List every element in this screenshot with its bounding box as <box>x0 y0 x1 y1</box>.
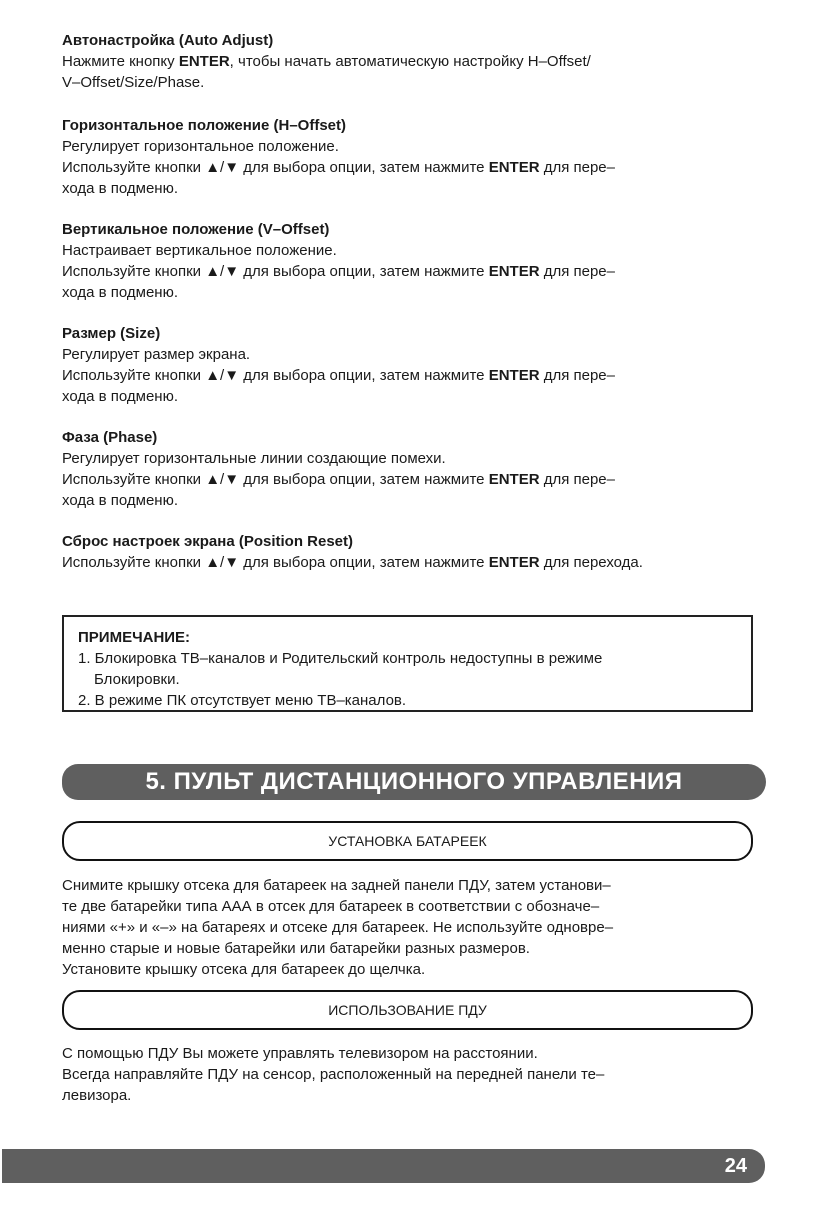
text-line: те две батарейки типа ААА в отсек для батареек в соответствии с обозначе– <box>62 898 600 915</box>
settings-section <box>62 219 753 303</box>
settings-section <box>62 115 753 199</box>
text-line: левизора. <box>62 1087 132 1104</box>
text-line <box>62 136 753 157</box>
text-line: менно старые и новые батарейки или батарейки разных размеров. <box>62 940 530 957</box>
text-span: для пере– <box>539 263 615 280</box>
battery-paragraph <box>62 875 753 980</box>
usage-subheading: ИСПОЛЬЗОВАНИЕ ПДУ <box>62 990 753 1030</box>
text-span: для пере– <box>539 367 615 384</box>
text-line <box>62 157 753 178</box>
key-name: ENTER <box>178 53 230 70</box>
section-heading: Вертикальное положение (V–Offset) <box>62 221 330 238</box>
text-span: Используйте кнопки ▲/▼ для выбора опции, затем нажмите <box>62 471 489 488</box>
text-span: хода в подменю. <box>62 284 178 301</box>
text-line <box>62 386 753 407</box>
settings-section <box>62 427 753 511</box>
text-span: хода в подменю. <box>62 180 178 197</box>
usage-paragraph <box>62 1043 753 1106</box>
text-line: С помощью ПДУ Вы можете управлять телевизором на расстоянии. <box>62 1045 538 1062</box>
text-line: Снимите крышку отсека для батареек на задней панели ПДУ, затем установи– <box>62 877 611 894</box>
text-span: V–Offset/Size/Phase. <box>62 74 205 91</box>
text-span: , чтобы начать автоматическую настройку H–Offset/ <box>229 53 591 70</box>
text-line <box>62 261 753 282</box>
text-line <box>62 365 753 386</box>
key-name: ENTER <box>488 159 540 176</box>
text-line <box>62 469 753 490</box>
chapter-title: 5. ПУЛЬТ ДИСТАНЦИОННОГО УПРАВЛЕНИЯ <box>62 764 766 800</box>
text-line <box>62 552 753 573</box>
text-span: Используйте кнопки ▲/▼ для выбора опции, затем нажмите <box>62 263 489 280</box>
text-line <box>62 448 753 469</box>
text-line: Всегда направляйте ПДУ на сенсор, расположенный на передней панели те– <box>62 1066 605 1083</box>
battery-subheading: УСТАНОВКА БАТАРЕЕК <box>62 821 753 861</box>
settings-section <box>62 30 753 93</box>
note-box <box>62 615 753 712</box>
text-span: для пере– <box>539 159 615 176</box>
text-line <box>62 178 753 199</box>
note-title: ПРИМЕЧАНИЕ: <box>78 629 191 646</box>
text-line: Установите крышку отсека для батареек до щелчка. <box>62 961 426 978</box>
key-name: ENTER <box>488 263 540 280</box>
text-line <box>62 240 753 261</box>
text-line <box>62 51 753 72</box>
key-name: ENTER <box>488 471 540 488</box>
note-item-1-continued: Блокировки. <box>94 671 180 688</box>
section-heading: Сброс настроек экрана (Position Reset) <box>62 533 354 550</box>
section-heading: Размер (Size) <box>62 325 161 342</box>
text-span: Используйте кнопки ▲/▼ для выбора опции, затем нажмите <box>62 367 489 384</box>
text-line: ниями «+» и «–» на батареях и отсеке для батареек. Не используйте одновре– <box>62 919 614 936</box>
text-span: Используйте кнопки ▲/▼ для выбора опции, затем нажмите <box>62 159 489 176</box>
text-span: хода в подменю. <box>62 388 178 405</box>
settings-section <box>62 323 753 407</box>
text-span: Используйте кнопки ▲/▼ для выбора опции, затем нажмите <box>62 554 489 571</box>
note-item-1: 1. Блокировка ТВ–каналов и Родительский контроль недоступны в режиме <box>78 650 603 667</box>
section-heading: Фаза (Phase) <box>62 429 158 446</box>
text-span: для перехода. <box>539 554 643 571</box>
text-span: Настраивает вертикальное положение. <box>62 242 337 259</box>
settings-section <box>62 531 753 573</box>
text-line <box>62 282 753 303</box>
text-span: хода в подменю. <box>62 492 178 509</box>
page-number: 24 <box>724 1155 747 1177</box>
text-span: Регулирует горизонтальные линии создающие помехи. <box>62 450 446 467</box>
text-span: Регулирует горизонтальное положение. <box>62 138 339 155</box>
text-span: Нажмите кнопку <box>62 53 179 70</box>
text-line <box>62 344 753 365</box>
section-heading: Автонастройка (Auto Adjust) <box>62 32 274 49</box>
footer-bar <box>2 1149 765 1183</box>
section-heading: Горизонтальное положение (H–Offset) <box>62 117 346 134</box>
note-item-2: 2. В режиме ПК отсутствует меню ТВ–каналов. <box>78 692 407 709</box>
text-line <box>62 72 753 93</box>
key-name: ENTER <box>488 367 540 384</box>
text-span: для пере– <box>539 471 615 488</box>
text-line <box>62 490 753 511</box>
key-name: ENTER <box>488 554 540 571</box>
text-span: Регулирует размер экрана. <box>62 346 251 363</box>
